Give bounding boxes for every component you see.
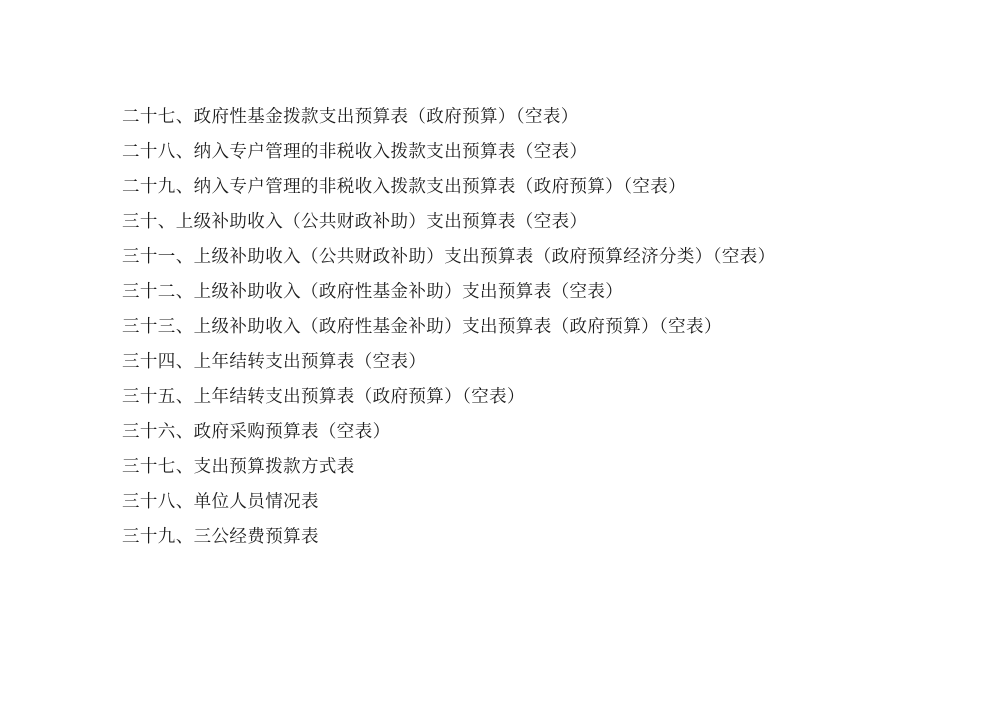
list-item: 三十六、政府采购预算表（空表） [122, 421, 391, 441]
list-item: 三十二、上级补助收入（政府性基金补助）支出预算表（空表） [122, 281, 624, 301]
list-item: 三十三、上级补助收入（政府性基金补助）支出预算表（政府预算）（空表） [122, 316, 722, 336]
list-item: 三十四、上年结转支出预算表（空表） [122, 351, 427, 371]
list-item: 三十七、支出预算拨款方式表 [122, 456, 355, 476]
list-item: 二十九、纳入专户管理的非税收入拨款支出预算表（政府预算）（空表） [122, 176, 687, 196]
list-item: 三十、上级补助收入（公共财政补助）支出预算表（空表） [122, 211, 588, 231]
toc-list [122, 108, 930, 563]
list-item: 三十五、上年结转支出预算表（政府预算）（空表） [122, 386, 525, 406]
list-item: 二十八、纳入专户管理的非税收入拨款支出预算表（空表） [122, 141, 588, 161]
list-item: 三十一、上级补助收入（公共财政补助）支出预算表（政府预算经济分类）（空表） [122, 246, 776, 266]
list-item: 二十七、政府性基金拨款支出预算表（政府预算）（空表） [122, 106, 579, 126]
list-item: 三十九、三公经费预算表 [122, 526, 319, 546]
list-item: 三十八、单位人员情况表 [122, 491, 319, 511]
